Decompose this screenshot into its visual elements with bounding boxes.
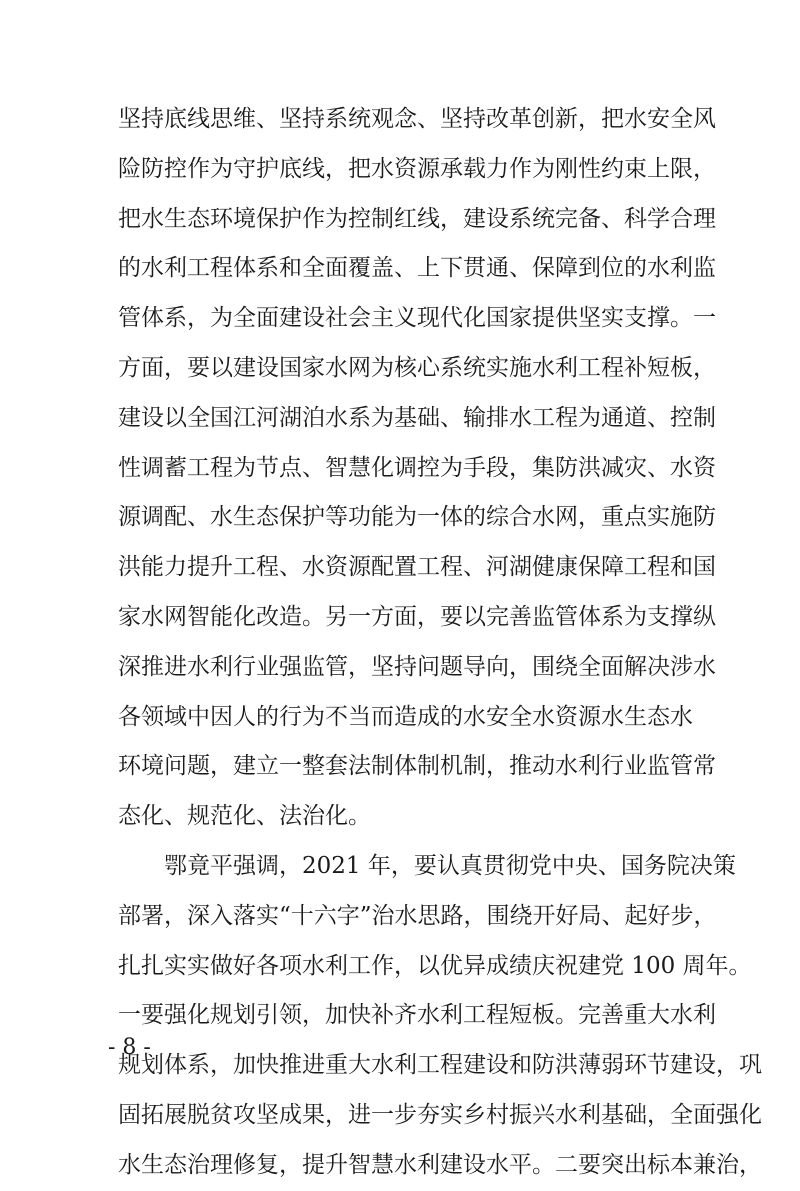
paragraph-end-line: 态化、规范化、法治化。 [118,803,371,830]
text-line: 环境问题，建立一整套法制体制机制，推动水利行业监管常 [118,753,716,780]
text-line: 规划体系，加快推进重大水利工程建设和防洪薄弱环节建设，巩 [118,1052,762,1079]
page-number: - 8 - [108,1035,151,1060]
text-line: 的水利工程体系和全面覆盖、上下贯通、保障到位的水利监 [118,255,716,282]
paragraph-start-line: 鄂竟平强调，2021 年，要认真贯彻党中央、国务院决策 [164,852,736,879]
text-line: 水生态治理修复，提升智慧水利建设水平。二要突出标本兼治， [118,1151,762,1178]
body-text [118,95,762,1191]
text-line: 性调蓄工程为节点、智慧化调控为手段，集防洪减灾、水资 [118,454,716,481]
text-line: 深推进水利行业强监管，坚持问题导向，围绕全面解决涉水 [118,653,716,680]
text-line: 一要强化规划引领，加快补齐水利工程短板。完善重大水利 [118,1002,716,1029]
text-line: 方面，要以建设国家水网为核心系统实施水利工程补短板， [118,354,716,381]
text-line: 洪能力提升工程、水资源配置工程、河湖健康保障工程和国 [118,554,716,581]
text-line: 坚持底线思维、坚持系统观念、坚持改革创新，把水安全风 [118,106,716,132]
text-line: 各领域中因人的行为不当而造成的水安全水资源水生态水 [118,703,693,730]
text-line: 建设以全国江河湖泊水系为基础、输排水工程为通道、控制 [118,404,716,431]
text-line: 把水生态环境保护作为控制红线，建设系统完备、科学合理 [118,205,716,232]
text-line: 险防控作为守护底线，把水资源承载力作为刚性约束上限， [118,155,716,182]
text-line: 固拓展脱贫攻坚成果，进一步夯实乡村振兴水利基础，全面强化 [118,1101,762,1128]
text-line: 源调配、水生态保护等功能为一体的综合水网，重点实施防 [118,504,716,531]
text-line: 扎扎实实做好各项水利工作，以优异成绩庆祝建党 100 周年。 [118,952,752,979]
text-line: 家水网智能化改造。另一方面，要以完善监管体系为支撑纵 [118,603,716,630]
text-line: 部署，深入落实“十六字”治水思路，围绕开好局、起好步， [118,902,717,929]
text-line: 管体系，为全面建设社会主义现代化国家提供坚实支撑。一 [118,305,716,332]
